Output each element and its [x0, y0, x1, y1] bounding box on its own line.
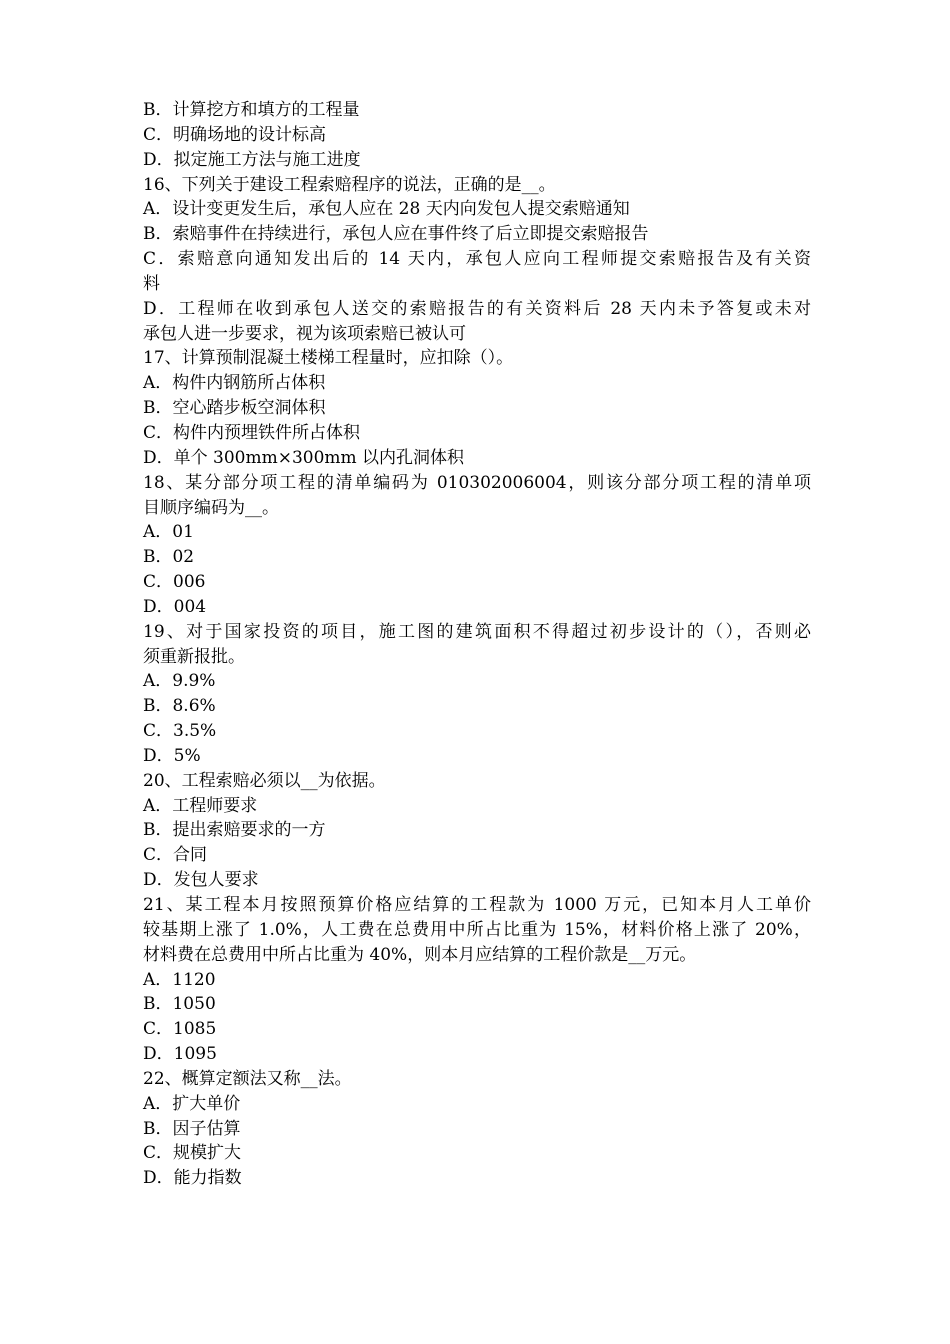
text-line: C．合同 — [143, 845, 208, 866]
text-line: C．明确场地的设计标高 — [143, 124, 327, 145]
document-page — [143, 98, 811, 1191]
text-line: 17、计算预制混凝土楼梯工程量时，应扣除（）。 — [143, 348, 514, 369]
text-line: D．发包人要求 — [143, 870, 259, 891]
text-line: 20、工程索赔必须以__为依据。 — [143, 770, 386, 791]
text-line: 21、某工程本月按照预算价格应结算的工程款为 1000 万元，已知本月人工单价 — [143, 895, 811, 915]
text-line: B．计算挖方和填方的工程量 — [143, 100, 360, 120]
text-line: C．006 — [143, 572, 206, 593]
text-line: C．规模扩大 — [143, 1143, 242, 1164]
text-line: B．提出索赔要求的一方 — [143, 820, 326, 841]
text-line: 材料费在总费用中所占比重为 40%，则本月应结算的工程价款是__万元。 — [143, 944, 697, 965]
text-line: B．1050 — [143, 994, 216, 1015]
text-line: 较基期上涨了 1.0%，人工费在总费用中所占比重为 15%，材料价格上涨了 20%， — [143, 919, 811, 940]
text-line: B．空心踏步板空洞体积 — [143, 398, 326, 419]
text-line: 19、对于国家投资的项目，施工图的建筑面积不得超过初步设计的（），否则必 — [143, 621, 811, 642]
text-line: A．设计变更发生后，承包人应在 28 天内向发包人提交索赔通知 — [143, 199, 630, 220]
text-line: 须重新报批。 — [143, 646, 245, 667]
text-line: 16、下列关于建设工程索赔程序的说法，正确的是__。 — [143, 174, 556, 195]
text-line: A．构件内钢筋所占体积 — [143, 373, 326, 394]
text-line: B．02 — [143, 547, 195, 568]
text-line: 22、概算定额法又称__法。 — [143, 1068, 352, 1089]
text-line: D．1095 — [143, 1044, 217, 1065]
text-line: C．1085 — [143, 1019, 217, 1040]
text-line: A．01 — [143, 522, 194, 543]
text-line: C．3.5% — [143, 721, 217, 742]
text-line: B．8.6% — [143, 696, 216, 717]
text-line: A．工程师要求 — [143, 795, 258, 816]
text-line: 目顺序编码为__。 — [143, 497, 279, 518]
text-line: A．9.9% — [143, 671, 216, 692]
text-line: D．工程师在收到承包人送交的索赔报告的有关资料后 28 天内未予答复或未对 — [143, 298, 811, 319]
text-line: D．5% — [143, 745, 201, 766]
text-line: A．扩大单价 — [143, 1093, 241, 1114]
text-line: B．因子估算 — [143, 1118, 241, 1139]
text-line: D．拟定施工方法与施工进度 — [143, 149, 361, 170]
text-line: C．索赔意向通知发出后的 14 天内，承包人应向工程师提交索赔报告及有关资 — [143, 249, 811, 270]
text-line: 承包人进一步要求，视为该项索赔已被认可 — [143, 323, 466, 344]
text-line: D．004 — [143, 596, 207, 617]
text-line: C．构件内预埋铁件所占体积 — [143, 422, 361, 443]
text-line: D．能力指数 — [143, 1168, 242, 1189]
text-line: D．单个 300mm×300mm 以内孔洞体积 — [143, 447, 465, 468]
text-line: 料 — [143, 273, 160, 294]
text-line: 18、某分部分项工程的清单编码为 010302006004，则该分部分项工程的清单项 — [143, 472, 811, 493]
text-line: A．1120 — [143, 969, 216, 990]
text-line: B．索赔事件在持续进行，承包人应在事件终了后立即提交索赔报告 — [143, 224, 649, 245]
